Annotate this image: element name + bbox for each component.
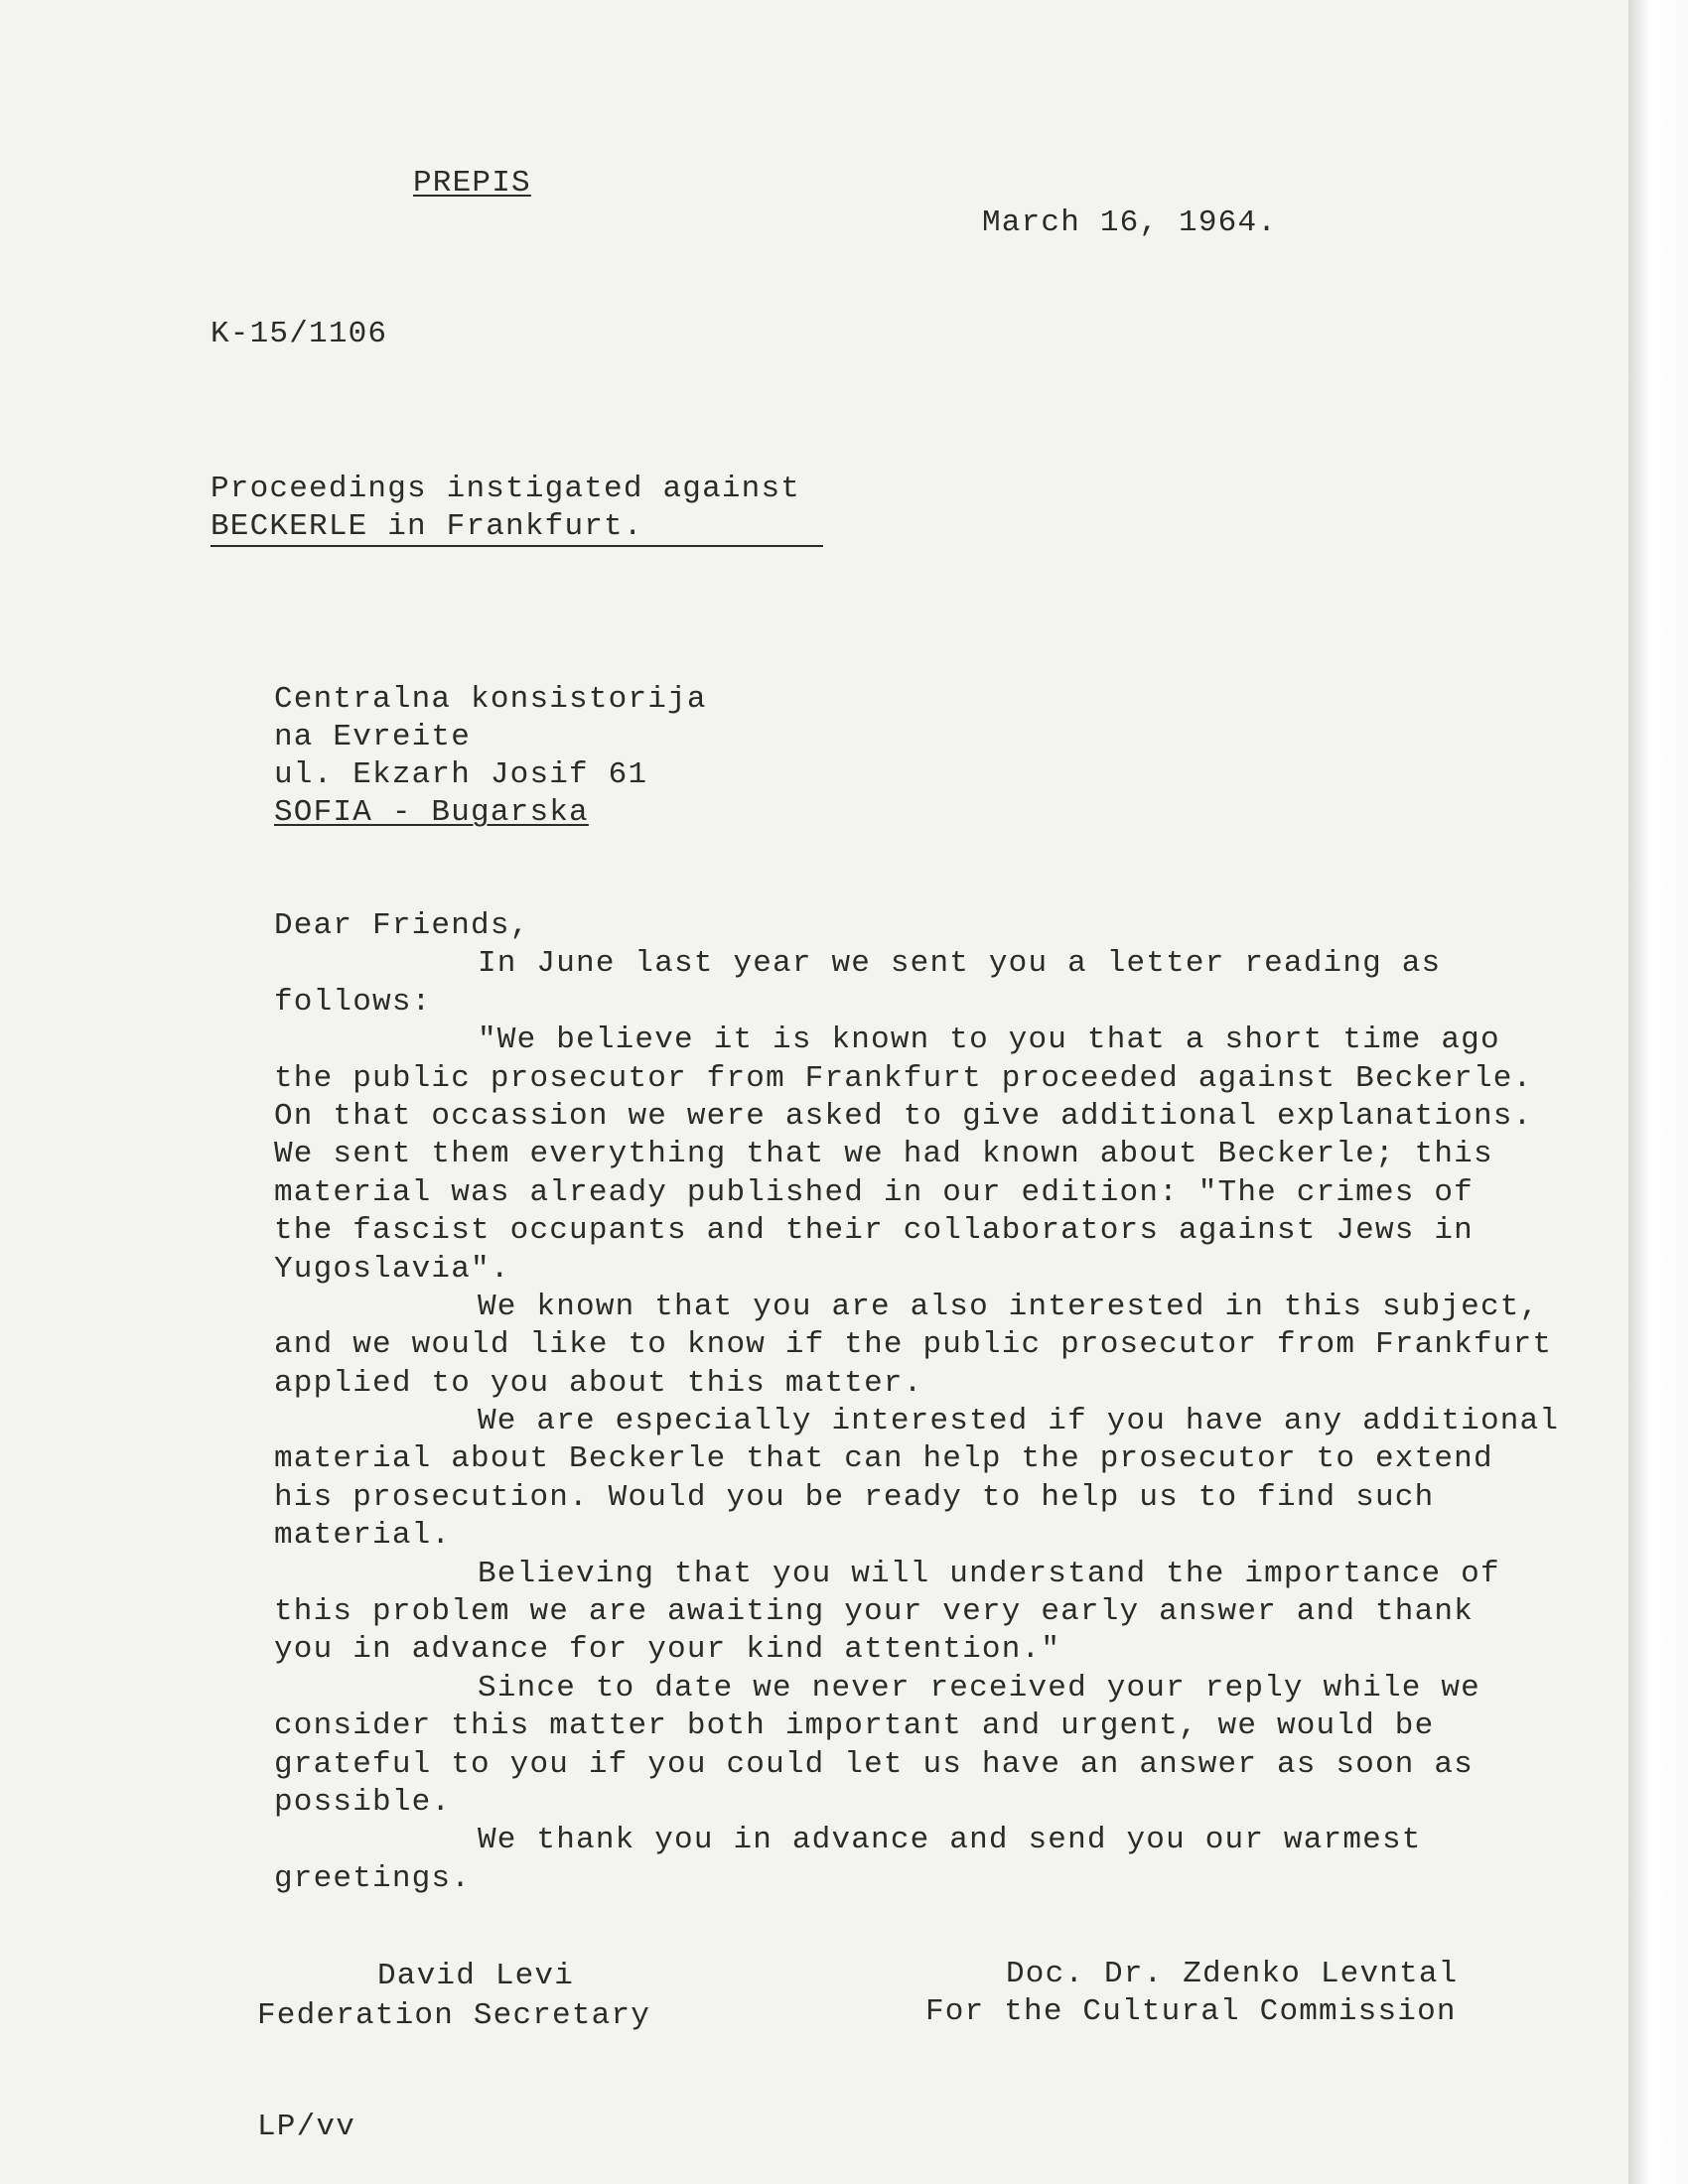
body-line: We are especially interested if you have any additional <box>478 1404 1560 1439</box>
reference-number: K-15/1106 <box>211 317 388 351</box>
body-line: grateful to you if you could let us have an answer as soon as <box>274 1746 1474 1782</box>
body-line: the public prosecutor from Frankfurt proceeded against Beckerle. <box>274 1060 1533 1096</box>
body-line: his prosecution. Would you be ready to help us to find such <box>274 1479 1435 1515</box>
body-line: We thank you in advance and send you our warmest <box>478 1823 1422 1858</box>
letter-body <box>274 907 1605 1898</box>
body-line: Believing that you will understand the importance of <box>478 1556 1500 1591</box>
recipient-line-3: ul. Ekzarh Josif 61 <box>274 757 648 792</box>
subject-line-2: BECKERLE in Frankfurt. <box>211 509 643 544</box>
body-line: the fascist occupants and their collaborators against Jews in <box>274 1213 1474 1249</box>
body-line: possible. <box>274 1784 452 1820</box>
prepis-heading: PREPIS <box>413 166 531 201</box>
body-line: On that occassion we were asked to give additional explanations. <box>274 1098 1533 1134</box>
recipient-line-1: Centralna konsistorija <box>274 682 707 717</box>
body-line: "We believe it is known to you that a short time ago <box>478 1023 1500 1058</box>
body-line: this problem we are awaiting your very early answer and thank <box>274 1594 1474 1630</box>
body-line: We sent them everything that we had known about Beckerle; this <box>274 1137 1493 1172</box>
body-paragraphs <box>274 945 1605 1898</box>
typist-initials: LP/vv <box>257 2110 356 2144</box>
right-signatory-name: Doc. Dr. Zdenko Levntal <box>1006 1957 1459 1991</box>
subject-underline <box>211 545 823 547</box>
body-line: We known that you are also interested in this subject, <box>478 1289 1540 1324</box>
body-line: material. <box>274 1518 452 1554</box>
letter-date: March 16, 1964. <box>982 205 1278 240</box>
body-line: consider this matter both important and urgent, we would be <box>274 1708 1435 1744</box>
page-edge <box>1628 0 1688 2184</box>
recipient-line-2: na Evreite <box>274 720 472 754</box>
body-line: and we would like to know if the public prosecutor from Frankfurt <box>274 1327 1553 1363</box>
body-line: Since to date we never received your reply while we <box>478 1670 1480 1706</box>
body-line: applied to you about this matter. <box>274 1365 923 1401</box>
body-line: material was already published in our edition: "The crimes of <box>274 1174 1474 1210</box>
body-line: you in advance for your kind attention." <box>274 1632 1061 1668</box>
subject-line-1: Proceedings instigated against <box>211 472 801 506</box>
recipient-line-4: SOFIA - Bugarska <box>274 795 589 830</box>
left-signatory-title: Federation Secretary <box>257 1998 651 2033</box>
body-line: greetings. <box>274 1860 472 1896</box>
body-line: follows: <box>274 984 432 1020</box>
salutation: Dear Friends, <box>274 908 530 943</box>
body-line: Yugoslavia". <box>274 1251 510 1287</box>
left-signatory-name: David Levi <box>377 1959 575 1993</box>
body-line: material about Beckerle that can help the prosecutor to extend <box>274 1441 1493 1477</box>
body-line: In June last year we sent you a letter reading as <box>478 946 1442 982</box>
right-signatory-title: For the Cultural Commission <box>925 1994 1457 2029</box>
